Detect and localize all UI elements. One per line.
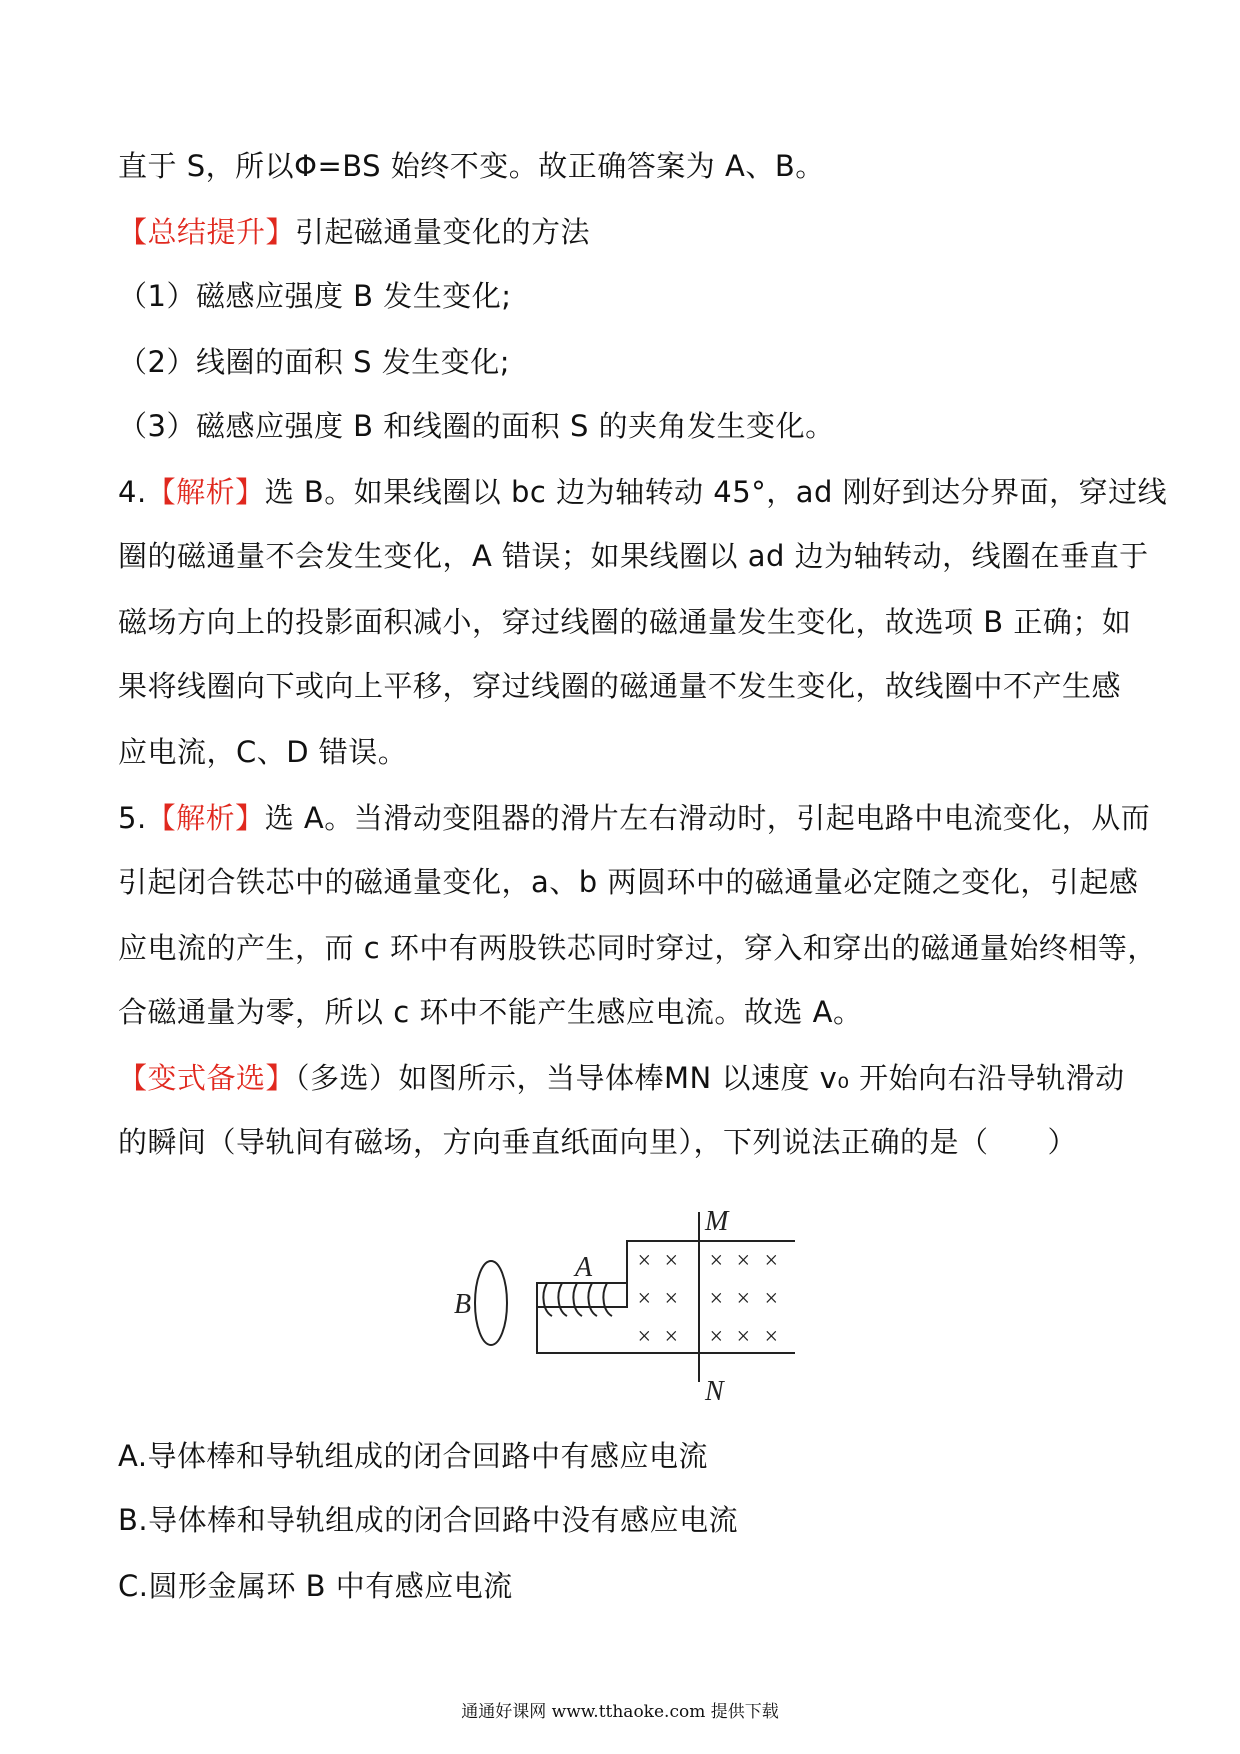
page-footer: 通通好课网 www.tthaoke.com 提供下载: [461, 1702, 779, 1722]
field-cross: ×: [636, 1286, 653, 1312]
answer-4-line: 4.【解析】选 B。如果线圈以 bc 边为轴转动 45°，ad 刚好到达分界面，穿过线: [118, 475, 1168, 509]
text-line: 圈的磁通量不会发生变化，A 错误；如果线圈以 ad 边为轴转动，线圈在垂直于: [118, 539, 1149, 573]
field-cross: ×: [735, 1324, 752, 1350]
answer-5-line: 5.【解析】选 A。当滑动变阻器的滑片左右滑动时，引起电路中电流变化，从而: [118, 801, 1151, 835]
circuit-diagram: [454, 1200, 820, 1410]
field-cross: ×: [636, 1324, 653, 1350]
text-line: 应电流的产生，而 c 环中有两股铁芯同时穿过，穿入和穿出的磁通量始终相等，: [118, 931, 1157, 965]
field-cross: ×: [708, 1324, 725, 1350]
field-cross: ×: [735, 1248, 752, 1274]
text-line: 直于 S，所以Φ=BS 始终不变。故正确答案为 A、B。: [118, 149, 825, 183]
label-m: M: [705, 1206, 729, 1237]
text-line: （3）磁感应强度 B 和线圈的面积 S 的夹角发生变化。: [118, 409, 835, 443]
text-line: 应电流，C、D 错误。: [118, 735, 408, 769]
field-cross: ×: [663, 1248, 680, 1274]
text-line: （1）磁感应强度 B 发生变化;: [118, 279, 512, 313]
text-line: （2）线圈的面积 S 发生变化;: [118, 345, 511, 379]
summary-heading: 【总结提升】引起磁通量变化的方法: [118, 215, 591, 249]
variant-question-line: 【变式备选】（多选）如图所示，当导体棒MN 以速度 v₀ 开始向右沿导轨滑动: [118, 1061, 1125, 1095]
field-cross: ×: [663, 1286, 680, 1312]
text-line: 引起闭合铁芯中的磁通量变化，a、b 两圆环中的磁通量必定随之变化，引起感: [118, 865, 1139, 899]
text-line: 果将线圈向下或向上平移，穿过线圈的磁通量不发生变化，故线圈中不产生感: [118, 669, 1122, 703]
field-cross: ×: [763, 1324, 780, 1350]
field-cross: ×: [735, 1286, 752, 1312]
metal-ring-b: [475, 1261, 507, 1345]
analysis-tag: 【解析】: [146, 475, 265, 509]
label-a: A: [575, 1252, 593, 1283]
field-cross: ×: [708, 1248, 725, 1274]
field-cross: ×: [663, 1324, 680, 1350]
text-line: 合磁通量为零，所以 c 环中不能产生感应电流。故选 A。: [118, 995, 863, 1029]
coil-a: [543, 1283, 612, 1316]
option-a: A.导体棒和导轨组成的闭合回路中有感应电流: [118, 1439, 709, 1473]
circuit-figure: [454, 1200, 820, 1410]
text-line: 磁场方向上的投影面积减小，穿过线圈的磁通量发生变化，故选项 B 正确；如: [118, 605, 1132, 639]
magnetic-field-crosses: [636, 1248, 779, 1350]
option-b: B.导体棒和导轨组成的闭合回路中没有感应电流: [118, 1503, 739, 1537]
variant-tag: 【变式备选】: [118, 1061, 296, 1095]
label-b: B: [454, 1289, 472, 1320]
field-cross: ×: [763, 1286, 780, 1312]
analysis-tag: 【解析】: [146, 801, 265, 835]
iron-core: [537, 1283, 627, 1307]
label-n: N: [705, 1376, 724, 1407]
field-cross: ×: [708, 1286, 725, 1312]
field-cross: ×: [636, 1248, 653, 1274]
summary-tag: 【总结提升】: [118, 215, 296, 249]
option-c: C.圆形金属环 B 中有感应电流: [118, 1569, 513, 1603]
field-cross: ×: [763, 1248, 780, 1274]
text-line: 的瞬间（导轨间有磁场，方向垂直纸面向里），下列说法正确的是（ ）: [118, 1125, 1078, 1159]
